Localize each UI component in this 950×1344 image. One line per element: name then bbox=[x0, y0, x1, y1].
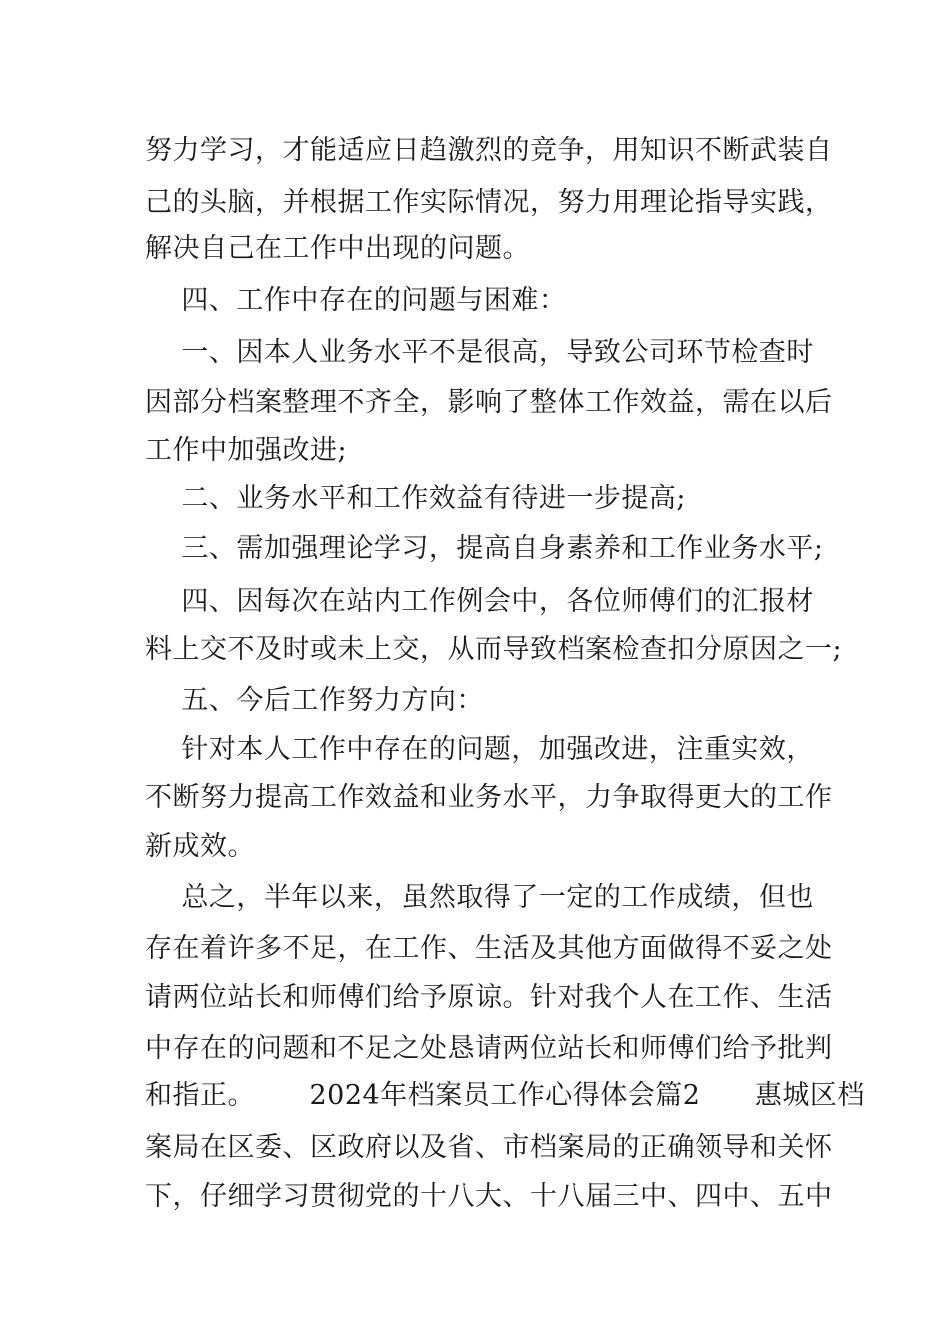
text-line: 工作中加强改进; bbox=[145, 435, 348, 466]
text-line: 下，仔细学习贯彻党的十八大、十八届三中、四中、五中 bbox=[145, 1181, 833, 1212]
text-line: 料上交不及时或未上交，从而导致档案检查扣分原因之一; bbox=[145, 634, 843, 665]
section-heading: 四、工作中存在的问题与困难： bbox=[145, 285, 567, 316]
text-line: 一、因本人业务水平不是很高，导致公司环节检查时 bbox=[145, 337, 814, 368]
text-line: 己的头脑，并根据工作实际情况，努力用理论指导实践， bbox=[145, 187, 833, 218]
text-line: 针对本人工作中存在的问题，加强改进，注重实效， bbox=[145, 734, 814, 765]
text-line: 新成效。 bbox=[145, 831, 255, 862]
text-line: 三、需加强理论学习，提高自身素养和工作业务水平; bbox=[145, 533, 824, 564]
text-line: 存在着许多不足，在工作、生活及其他方面做得不妥之处 bbox=[145, 933, 833, 964]
text-line: 和指正。 2024年档案员工作心得体会篇2 惠城区档 bbox=[145, 1080, 865, 1111]
section-heading: 五、今后工作努力方向： bbox=[145, 685, 484, 716]
text-line: 解决自己在工作中出现的问题。 bbox=[145, 233, 530, 264]
text-line: 总之，半年以来，虽然取得了一定的工作成绩，但也 bbox=[145, 882, 814, 913]
text-line: 请两位站长和师傅们给予原谅。针对我个人在工作、生活 bbox=[145, 982, 833, 1013]
text-line: 中存在的问题和不足之处恳请两位站长和师傅们给予批判 bbox=[145, 1033, 833, 1064]
text-line: 努力学习，才能适应日趋激烈的竞争，用知识不断武装自 bbox=[145, 135, 833, 166]
text-line: 四、因每次在站内工作例会中，各位师傅们的汇报材 bbox=[145, 586, 814, 617]
text-line: 因部分档案整理不齐全，影响了整体工作效益，需在以后 bbox=[145, 387, 833, 418]
text-line: 不断努力提高工作效益和业务水平，力争取得更大的工作 bbox=[145, 782, 833, 813]
text-line: 二、业务水平和工作效益有待进一步提高; bbox=[145, 483, 686, 514]
text-line: 案局在区委、区政府以及省、市档案局的正确领导和关怀 bbox=[145, 1132, 833, 1163]
